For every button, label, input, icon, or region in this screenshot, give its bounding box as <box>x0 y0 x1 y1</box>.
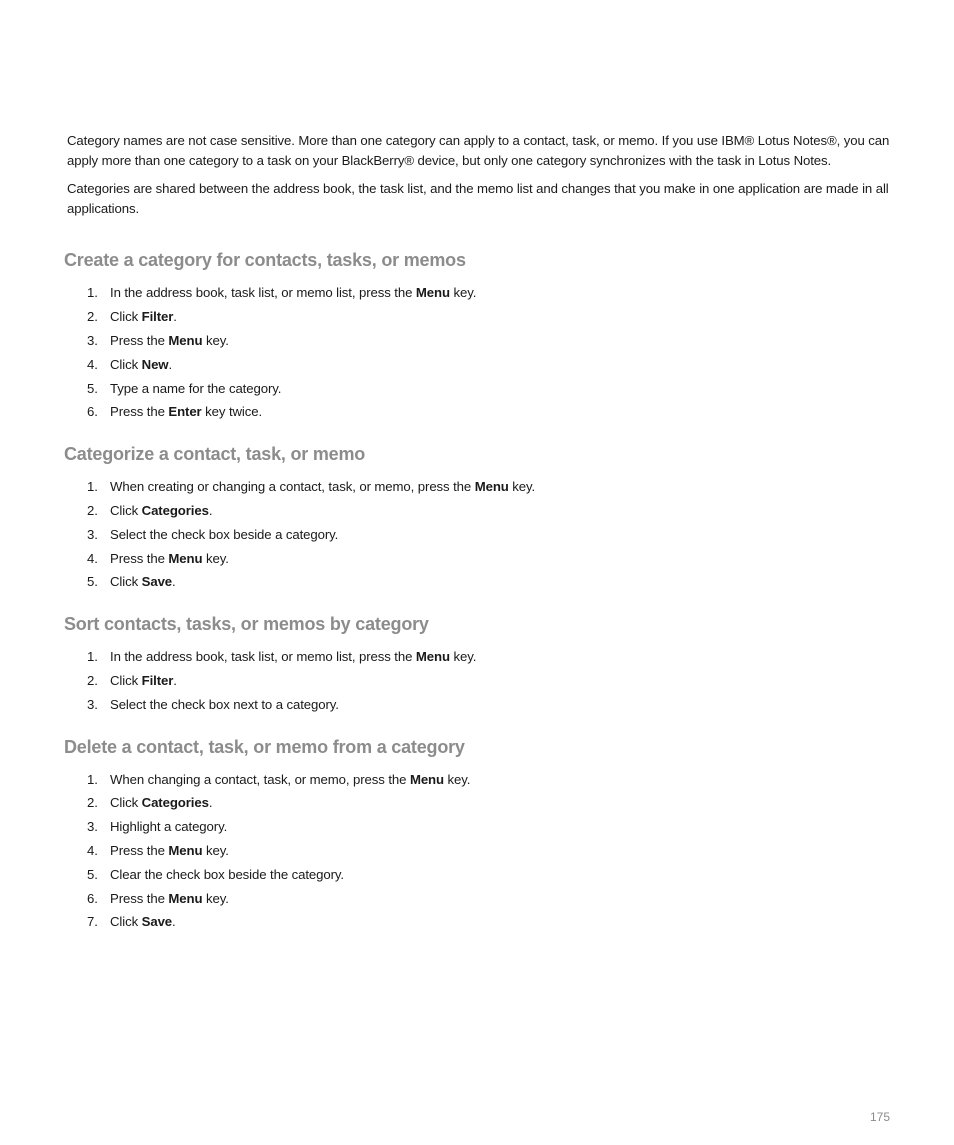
list-item <box>67 377 893 401</box>
step-list <box>67 475 893 594</box>
step-text-pre: In the address book, task list, or memo list, press the <box>110 649 416 665</box>
list-item <box>67 815 893 839</box>
step-number: 2. <box>87 309 98 325</box>
step-keyword: Menu <box>168 550 203 566</box>
section-4 <box>64 735 893 935</box>
list-item <box>67 329 893 353</box>
step-keyword: Categories <box>141 502 209 518</box>
step-text-post: key. <box>449 649 477 665</box>
step-text-post: key. <box>443 771 471 787</box>
step-text <box>110 839 229 863</box>
list-item <box>67 400 893 424</box>
section-heading: Sort contacts, tasks, or memos by category <box>64 614 429 635</box>
step-text-post: key twice. <box>201 404 263 420</box>
step-text-post: . <box>168 356 173 372</box>
step-keyword: Menu <box>415 285 450 301</box>
list-item <box>67 281 893 305</box>
step-text <box>110 887 229 911</box>
step-keyword: Menu <box>168 890 203 906</box>
step-text <box>110 910 176 934</box>
list-item <box>67 499 893 523</box>
step-text <box>110 523 338 547</box>
list-item <box>67 475 893 499</box>
page-number: 175 <box>869 1110 890 1124</box>
step-number: 7. <box>87 914 98 930</box>
list-item <box>67 791 893 815</box>
step-keyword: Menu <box>168 332 203 348</box>
section-heading: Create a category for contacts, tasks, or memos <box>64 250 466 271</box>
step-number: 2. <box>87 502 98 518</box>
step-text-post: . <box>173 309 177 325</box>
step-text <box>110 305 177 329</box>
list-item <box>67 839 893 863</box>
section-heading: Delete a contact, task, or memo from a category <box>64 736 465 757</box>
step-number: 6. <box>87 404 98 420</box>
step-text <box>110 400 262 424</box>
step-list <box>67 281 893 424</box>
step-text-post: . <box>208 795 213 811</box>
step-text-post: key. <box>202 842 229 858</box>
step-text <box>110 377 281 401</box>
step-list <box>67 768 893 935</box>
step-text-pre: Press the <box>110 404 169 420</box>
list-item <box>67 353 893 377</box>
step-number: 4. <box>87 356 98 372</box>
step-text-pre: Highlight a category. <box>110 819 228 835</box>
step-text <box>110 669 177 693</box>
step-text-post: key. <box>508 479 536 495</box>
step-number: 6. <box>87 890 98 906</box>
step-text-pre: Select the check box beside a category. <box>110 526 339 542</box>
sections-container <box>64 248 893 934</box>
step-text <box>110 645 476 669</box>
list-item <box>67 547 893 571</box>
step-text-post: key. <box>202 332 229 348</box>
step-text-pre: In the address book, task list, or memo list, press the <box>110 285 416 301</box>
list-item <box>67 887 893 911</box>
step-text-post: key. <box>202 890 229 906</box>
step-keyword: Menu <box>474 479 509 495</box>
step-text-pre: Clear the check box beside the category. <box>110 866 344 882</box>
step-number: 3. <box>87 332 98 348</box>
step-text-post: key. <box>202 550 229 566</box>
step-number: 1. <box>87 479 98 495</box>
list-item <box>67 693 893 717</box>
step-text-pre: Click <box>110 672 142 688</box>
step-text-pre: Click <box>110 914 142 930</box>
document-page <box>64 131 893 934</box>
step-text-pre: When creating or changing a contact, task, or memo, press the <box>110 479 475 495</box>
list-item <box>67 570 893 594</box>
step-text-pre: Press the <box>110 842 169 858</box>
step-text-post: . <box>208 502 213 518</box>
step-text <box>110 693 339 717</box>
step-keyword: Filter <box>141 309 174 325</box>
step-text-pre: Press the <box>110 332 169 348</box>
step-keyword: Menu <box>409 771 444 787</box>
list-item <box>67 768 893 792</box>
step-text <box>110 791 212 815</box>
step-text-pre: Click <box>110 574 142 590</box>
step-text-pre: Click <box>110 502 142 518</box>
step-keyword: Enter <box>168 404 202 420</box>
intro-paragraph-2: Categories are shared between the address book, the task list, and the memo list and changes that you make in one application are made in all applications. <box>67 181 889 216</box>
step-number: 5. <box>87 380 98 396</box>
list-item <box>67 910 893 934</box>
step-keyword: Categories <box>141 795 209 811</box>
step-text-pre: When changing a contact, task, or memo, press the <box>110 771 410 787</box>
step-text-pre: Type a name for the category. <box>110 380 282 396</box>
step-text <box>110 863 344 887</box>
step-keyword: Menu <box>415 649 450 665</box>
step-number: 4. <box>87 550 98 566</box>
step-text-post: . <box>172 914 176 930</box>
step-keyword: Save <box>141 914 173 930</box>
section-heading: Categorize a contact, task, or memo <box>64 444 366 465</box>
section-1 <box>64 248 893 424</box>
step-text <box>110 329 229 353</box>
step-text-pre: Click <box>110 309 142 325</box>
step-number: 4. <box>87 842 98 858</box>
list-item <box>67 305 893 329</box>
list-item <box>67 863 893 887</box>
section-3 <box>64 612 893 716</box>
step-text-pre: Click <box>110 795 142 811</box>
step-number: 1. <box>87 285 98 301</box>
step-text <box>110 570 176 594</box>
intro-paragraph-1: Category names are not case sensitive. More than one category can apply to a contact, task, or memo. If you use IBM® Lotus Notes®, you can apply more than one category to a task on your BlackBerry® device, but only one category synchronizes with the task in Lotus Notes. <box>67 133 890 168</box>
section-2 <box>64 442 893 594</box>
step-text-post: . <box>173 672 177 688</box>
step-number: 3. <box>87 526 98 542</box>
step-text-pre: Press the <box>110 550 169 566</box>
step-list <box>67 645 893 716</box>
step-text <box>110 281 476 305</box>
list-item <box>67 645 893 669</box>
step-text-pre: Select the check box next to a category. <box>110 696 339 712</box>
step-text <box>110 768 470 792</box>
step-keyword: Filter <box>141 672 174 688</box>
step-number: 2. <box>87 795 98 811</box>
step-number: 1. <box>87 649 98 665</box>
step-number: 5. <box>87 866 98 882</box>
step-number: 3. <box>87 819 98 835</box>
step-number: 3. <box>87 696 98 712</box>
step-text-post: . <box>172 574 176 590</box>
step-text <box>110 475 535 499</box>
step-keyword: Menu <box>168 842 203 858</box>
step-text-pre: Click <box>110 356 142 372</box>
step-text <box>110 547 229 571</box>
step-number: 1. <box>87 771 98 787</box>
step-text <box>110 815 227 839</box>
step-text <box>110 499 212 523</box>
step-text-post: key. <box>449 285 477 301</box>
step-number: 5. <box>87 574 98 590</box>
step-number: 2. <box>87 672 98 688</box>
step-text-pre: Press the <box>110 890 169 906</box>
list-item <box>67 523 893 547</box>
step-keyword: New <box>141 356 169 372</box>
step-keyword: Save <box>141 574 173 590</box>
step-text <box>110 353 172 377</box>
list-item <box>67 669 893 693</box>
